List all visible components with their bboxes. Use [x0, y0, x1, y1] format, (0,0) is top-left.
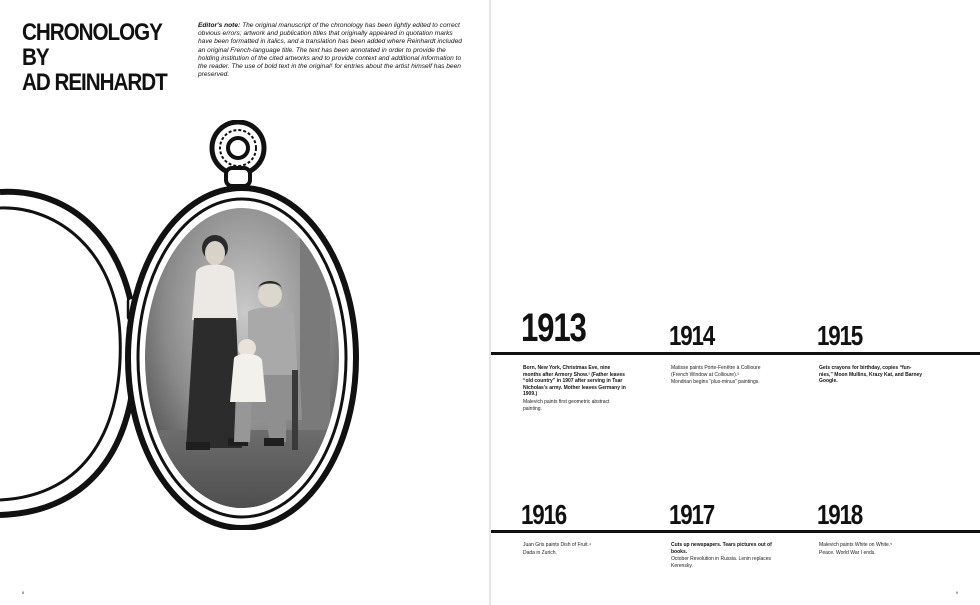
title-line-1: CHRONOLOGY BY	[22, 19, 162, 71]
locket-illustration	[0, 120, 360, 530]
timeline-rule-top	[491, 352, 980, 355]
right-folio: 9	[955, 590, 958, 595]
entry-1915-bold: Gets crayons for birthday, copies “fun-nies,” Moon Mullins, Krazy Kat, and Barney Google.	[819, 365, 923, 385]
entry-1914-note-1: Matisse paints Porte-Fenêtre à Collioure (French Window at Collioure).³	[671, 365, 761, 378]
year-1915: 1915	[817, 320, 863, 351]
entry-1918-note-2: Peace. World War I ends.	[819, 549, 876, 556]
editor-note-text: The original manuscript of the chronology has been lightly edited to correct obvious errors; artwork and publication titles that originally appeared in quotation marks have been formatted in italics, and a translation has been added where Reinhardt included an original French-language title. The text has been annotated in order to provide the holding institution of the cited artworks and to provide context and additional information to the reader. The use of bold text in the original¹ for entries about the artist himself has been preserved.	[198, 22, 462, 79]
entry-1913-bold: Born, New York, Christmas Eve, nine months after Armory Show.² (Father leaves “old country” in 1907 after serving in Tsar Nicholas’s army. Mother leaves Germany in 1909.)	[523, 365, 626, 398]
entry-1918	[819, 542, 924, 557]
entry-1913-note-1: Malevich paints first geometric abstract painting.	[523, 398, 610, 412]
year-1916: 1916	[521, 499, 567, 530]
entry-1917	[671, 542, 776, 570]
timeline-rule-bottom	[491, 530, 980, 533]
year-1918: 1918	[817, 499, 863, 530]
entry-1916-note-1: Juan Gris paints Dish of Fruit.⁴	[523, 542, 592, 548]
year-1917: 1917	[669, 499, 715, 530]
year-1913: 1913	[521, 306, 586, 350]
left-folio: 8	[22, 590, 25, 595]
entry-1914	[671, 365, 776, 387]
entry-1913	[523, 365, 628, 413]
chronology-title	[22, 20, 168, 95]
entry-1916	[523, 542, 628, 557]
entry-1917-note-1: October Revolution in Russia. Lenin replaces Kerensky.	[671, 556, 772, 569]
entry-1914-note-2: Mondrian begins “plus-minus” paintings.	[671, 379, 760, 386]
editor-note	[198, 22, 462, 79]
locket-left-half	[0, 192, 135, 515]
year-1914: 1914	[669, 320, 715, 351]
locket-bail	[212, 122, 264, 186]
entry-1916-note-2: Dada in Zurich.	[523, 549, 557, 556]
entry-1918-note-1: Malevich paints White on White.⁵	[819, 542, 893, 548]
right-page	[491, 0, 980, 605]
editor-note-label: Editor's note:	[198, 22, 241, 29]
title-line-2: AD REINHARDT	[22, 69, 167, 96]
entry-1917-bold: Cuts up newspapers. Tears pictures out of books.	[671, 542, 772, 555]
entry-1915	[819, 365, 924, 386]
